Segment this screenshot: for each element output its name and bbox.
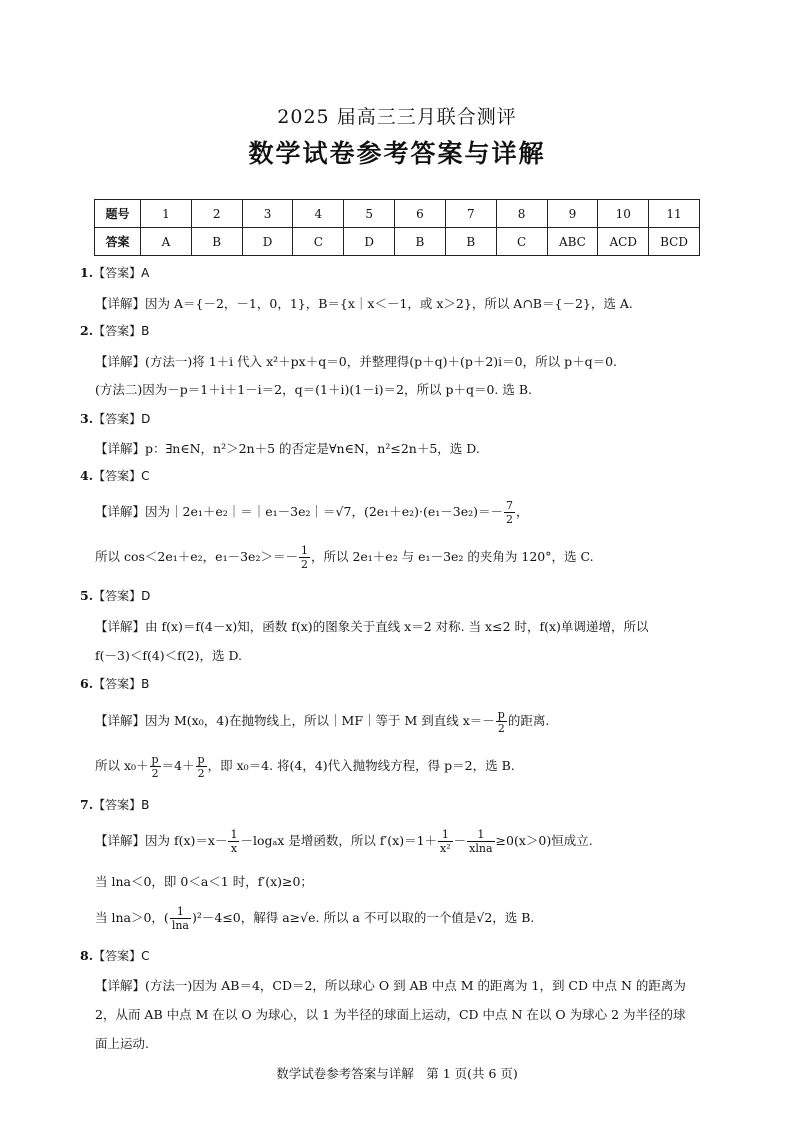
fraction-denominator: x²: [440, 842, 451, 855]
answer-label: 【答案】D: [93, 589, 151, 603]
solution-line: 2，从而 AB 中点 M 在以 O 为球心，以 1 为半径的球面上运动，CD 中点 N 在以 O 为球心 2 为半径的球: [95, 1007, 686, 1022]
fraction: [496, 708, 507, 735]
answer-line: [80, 264, 149, 281]
answer-cell: C: [293, 228, 344, 256]
answer-cell: B: [445, 228, 496, 256]
solution-text: ，即 x₀＝4. 将(4，4)代入抛物线方程，得 p＝2，选 B.: [207, 758, 515, 773]
answer-label: 【答案】A: [93, 266, 150, 280]
solution-line: [95, 708, 549, 735]
question-number: 6.: [80, 676, 94, 691]
answer-cell: B: [395, 228, 446, 256]
fraction-denominator: 2: [197, 767, 205, 780]
row-label-answer: 答案: [95, 228, 141, 256]
document-subtitle: 数学试卷参考答案与详解: [248, 139, 546, 168]
fraction-numerator: p: [151, 753, 159, 766]
solution-line: 【详解】(方法一)因为 AB＝4，CD＝2，所以球心 O 到 AB 中点 M 的距离为 1，到 CD 中点 N 的距离为: [95, 978, 686, 993]
question-number-cell: 2: [191, 200, 242, 228]
exam-title: 2025 届高三三月联合测评: [277, 106, 517, 128]
answer-line: [80, 587, 150, 604]
solution-line: 【详解】p：∃n∈N，n²＞2n＋5 的否定是∀n∈N，n²≤2n＋5，选 D.: [95, 441, 480, 456]
answer-line: [80, 322, 149, 339]
solution-line: 【详解】由 f(x)＝f(4－x)知，函数 f(x)的图象关于直线 x＝2 对称. 当 x≤2 时，f(x)单调递增，所以: [95, 619, 649, 634]
solution-line: (方法二)因为－p＝1＋i＋1－i＝2，q＝(1＋i)(1－i)＝2，所以 p＋q＝0. 选 B.: [95, 382, 532, 397]
answer-cell: B: [191, 228, 242, 256]
solution-text: 所以 cos＜2e₁＋e₂，e₁－3e₂＞＝－: [95, 549, 298, 564]
answer-table-numbers-row: [95, 200, 700, 228]
solution-text: ，所以 2e₁＋e₂ 与 e₁－3e₂ 的夹角为 120°，选 C.: [310, 549, 594, 564]
fraction-denominator: 2: [151, 767, 159, 780]
solution-text: ＝4＋: [161, 758, 195, 773]
question-number-cell: 4: [293, 200, 344, 228]
answer-cell: A: [141, 228, 192, 256]
answer-label: 【答案】B: [93, 798, 150, 812]
answer-cell: ACD: [598, 228, 649, 256]
fraction-numerator: 1: [170, 905, 191, 919]
answer-label: 【答案】C: [93, 949, 150, 963]
answer-label: 【答案】B: [93, 677, 150, 691]
row-label-question-number: 题号: [95, 200, 141, 228]
solution-text: 的距离.: [507, 713, 550, 728]
answer-cell: D: [242, 228, 293, 256]
solution-text: －logₐx 是增函数，所以 f′(x)＝1＋: [240, 833, 438, 848]
answer-cell: D: [344, 228, 395, 256]
solution-line: [95, 499, 529, 526]
solution-text: ≥0(x＞0)恒成立.: [495, 833, 593, 848]
question-number-cell: 11: [649, 200, 700, 228]
fraction-numerator: 7: [505, 499, 513, 512]
solution-text: 所以 x₀＋: [95, 758, 149, 773]
question-number-cell: 8: [496, 200, 547, 228]
fraction-numerator: 1: [230, 828, 238, 841]
solution-text: 【详解】因为｜2e₁＋e₂｜＝｜e₁－3e₂｜＝√7，(2e₁＋e₂)·(e₁－3e₂)＝－: [95, 504, 503, 519]
solution-line: 当 lna＜0，即 0＜a＜1 时，f′(x)≥0；: [95, 874, 313, 889]
solution-line: f(－3)＜f(4)＜f(2)，选 D.: [95, 648, 243, 663]
question-number: 7.: [80, 797, 94, 812]
question-number-cell: 5: [344, 200, 395, 228]
solution-text: 当 lna＞0，(: [95, 910, 169, 925]
fraction-denominator: lna: [171, 919, 189, 932]
question-number-cell: 10: [598, 200, 649, 228]
fraction-denominator: 2: [505, 513, 513, 526]
solution-text: 【详解】因为 f(x)＝x－: [95, 833, 228, 848]
answer-cell: BCD: [649, 228, 700, 256]
fraction-numerator: p: [197, 753, 205, 766]
fraction: [467, 828, 494, 855]
answer-cell: C: [496, 228, 547, 256]
solution-line: 【详解】因为 A＝{－2，－1，0，1}，B＝{x｜x＜－1，或 x＞2}，所以 A∩B＝{－2}，选 A.: [95, 296, 633, 311]
solution-line: 面上运动.: [95, 1036, 149, 1051]
answer-label: 【答案】C: [93, 469, 150, 483]
answer-table-answers-row: [95, 228, 700, 256]
fraction-denominator: x: [230, 842, 238, 855]
answer-table: [94, 199, 700, 256]
question-number: 3.: [80, 411, 94, 426]
fraction: [504, 499, 515, 526]
fraction-numerator: 1: [300, 544, 308, 557]
fraction-denominator: xlna: [469, 842, 493, 855]
question-number-cell: 3: [242, 200, 293, 228]
solution-line: 【详解】(方法一)将 1＋i 代入 x²＋px＋q＝0，并整理得(p＋q)＋(p＋2)i＝0，所以 p＋q＝0.: [95, 354, 618, 369]
solution-text: )²－4≤0，解得 a≥√e. 所以 a 不可以取的一个值是√2，选 B.: [191, 910, 535, 925]
solution-text: －: [453, 833, 467, 848]
question-number: 2.: [80, 323, 94, 338]
answer-line: [80, 947, 149, 964]
solution-line: [95, 544, 594, 571]
answer-line: [80, 467, 149, 484]
solution-line: [95, 905, 534, 932]
question-number: 8.: [80, 948, 94, 963]
answer-line: [80, 675, 149, 692]
question-number-cell: 6: [395, 200, 446, 228]
answer-label: 【答案】B: [93, 324, 150, 338]
solution-line: [95, 828, 593, 855]
fraction-numerator: 1: [467, 828, 494, 842]
answer-line: [80, 796, 149, 813]
question-number: 5.: [80, 588, 94, 603]
fraction: [170, 905, 191, 932]
fraction-numerator: 1: [438, 828, 453, 842]
fraction: [438, 828, 453, 855]
solution-text: 【详解】因为 M(x₀，4)在抛物线上，所以｜MF｜等于 M 到直线 x＝－: [95, 713, 495, 728]
fraction-denominator: 2: [497, 722, 505, 735]
answer-cell: ABC: [547, 228, 598, 256]
question-number-cell: 7: [445, 200, 496, 228]
fraction: [228, 828, 239, 855]
solution-line: [95, 753, 515, 780]
fraction: [150, 753, 161, 780]
fraction-numerator: p: [497, 708, 505, 721]
solution-text: ，: [515, 504, 529, 519]
page-footer: 数学试卷参考答案与详解 第 1 页(共 6 页): [276, 1066, 518, 1081]
question-number: 1.: [80, 265, 94, 280]
fraction: [299, 544, 310, 571]
fraction: [196, 753, 207, 780]
fraction-denominator: 2: [300, 558, 308, 571]
question-number: 4.: [80, 468, 94, 483]
question-number-cell: 1: [141, 200, 192, 228]
answer-line: [80, 410, 150, 427]
question-number-cell: 9: [547, 200, 598, 228]
answer-label: 【答案】D: [93, 412, 151, 426]
